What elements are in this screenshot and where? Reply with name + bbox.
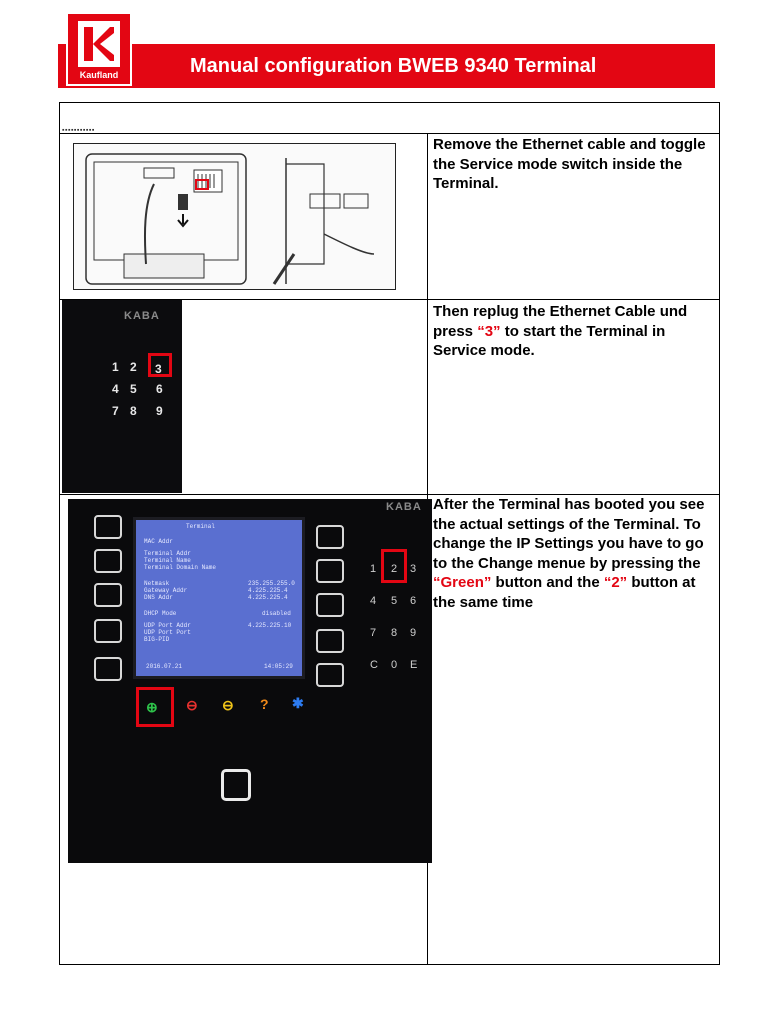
kaba-logo: KABA [124,310,160,322]
reader-sensor [221,769,251,801]
highlight-box-key-2 [381,549,407,583]
step-2-text-part: to start the Terminal in Service mode. [433,322,666,359]
terminal-key: 0 [391,659,398,671]
terminal-key: 9 [410,627,417,639]
side-softkey [316,663,344,687]
cropped-caption: ▪▪▪▪▪▪▪▪▪▪▪ [62,127,95,134]
step-3-text [433,495,715,612]
keypad-key: 8 [130,404,137,418]
screen-date: 2016.07.21 [146,663,183,670]
terminal-key: 8 [391,627,398,639]
screen-value: 235.255.255.0 [248,580,295,587]
screen-line: Gateway Addr [144,587,188,594]
terminal-key: 7 [370,627,377,639]
step-3-text-part: button and the [491,574,604,591]
page-title: Manual configuration BWEB 9340 Terminal [190,55,597,77]
terminal-key: 1 [370,563,377,575]
highlight-box-key-3 [148,353,172,377]
logo-text: Kaufland [79,70,119,80]
side-softkey [316,629,344,653]
terminal-key: C [370,659,378,671]
terminal-key: 6 [410,595,417,607]
keypad-key: 4 [112,382,119,396]
question-icon: ? [260,696,269,712]
step-2-text-part: Then replug the Ethernet Cable und press [433,303,688,340]
side-softkey [94,583,122,607]
keypad-key: 9 [156,404,163,418]
screen-dhcp-label: DHCP Mode [144,610,177,617]
step-2-text [433,302,715,361]
screen-value: 4.225.225.10 [248,622,292,629]
keypad-key: 7 [112,404,119,418]
terminal-diagram-image [74,144,397,291]
screen-value: 4.225.225.4 [248,587,288,594]
screen-line: Terminal Name [144,557,191,564]
row-divider [59,133,720,134]
step-1-text: Remove the Ethernet cable and toggle the Service mode switch inside the Terminal. [433,136,706,192]
side-softkey [94,619,122,643]
screen-line: Terminal Domain Name [144,564,217,571]
screen-line: DNS Addr [144,594,173,601]
step-3-highlight-2: “2” [603,574,628,591]
step-3-text-part: After the Terminal has booted you see the actual settings of the Terminal. To change the IP Settings you have to go to the Change menue by pressing the [433,496,705,572]
kaufland-k-icon [76,19,122,71]
keypad-key: 3 [155,362,162,376]
screen-line: UDP Port Addr [144,622,191,629]
screen-mac-label: MAC Addr [144,538,173,545]
side-softkey [94,515,122,539]
service-switch-diagram [73,143,396,290]
terminal-photo [68,499,432,863]
kaba-logo: KABA [386,501,422,513]
side-softkey [316,525,344,549]
green-enter-icon: ⊕ [146,699,158,715]
keypad-photo [62,300,182,493]
screen-title: Terminal [186,523,215,530]
side-softkey [94,549,122,573]
step-2-highlight: “3” [477,322,501,340]
terminal-key: 4 [370,595,377,607]
screen-time: 14:05:29 [264,663,293,670]
red-exit-icon: ⊖ [186,697,198,713]
side-softkey [316,559,344,583]
terminal-key: 2 [391,563,398,575]
star-icon: ✱ [292,695,304,711]
kaufland-logo [66,12,132,86]
side-softkey [316,593,344,617]
keypad-key: 5 [130,382,137,396]
terminal-screen [133,517,305,679]
side-softkey [94,657,122,681]
screen-line: Netmask [144,580,170,587]
step-3-highlight-green: “Green” [433,574,492,591]
terminal-key: 5 [391,595,398,607]
keypad-key: 1 [112,360,119,374]
yellow-arrow-icon: ⊖ [222,697,234,713]
step-3-text-part: button at the same time [433,574,696,611]
screen-dhcp-value: disabled [262,610,291,617]
highlight-box-green-button [136,687,174,727]
keypad-key: 6 [156,382,163,396]
screen-line: Terminal Addr [144,550,191,557]
screen-line: BIG-PID [144,636,170,643]
keypad-key: 2 [130,360,137,374]
screen-line: UDP Port Port [144,629,191,636]
screen-value: 4.225.225.4 [248,594,288,601]
terminal-key: 3 [410,563,417,575]
terminal-key: E [410,659,418,671]
